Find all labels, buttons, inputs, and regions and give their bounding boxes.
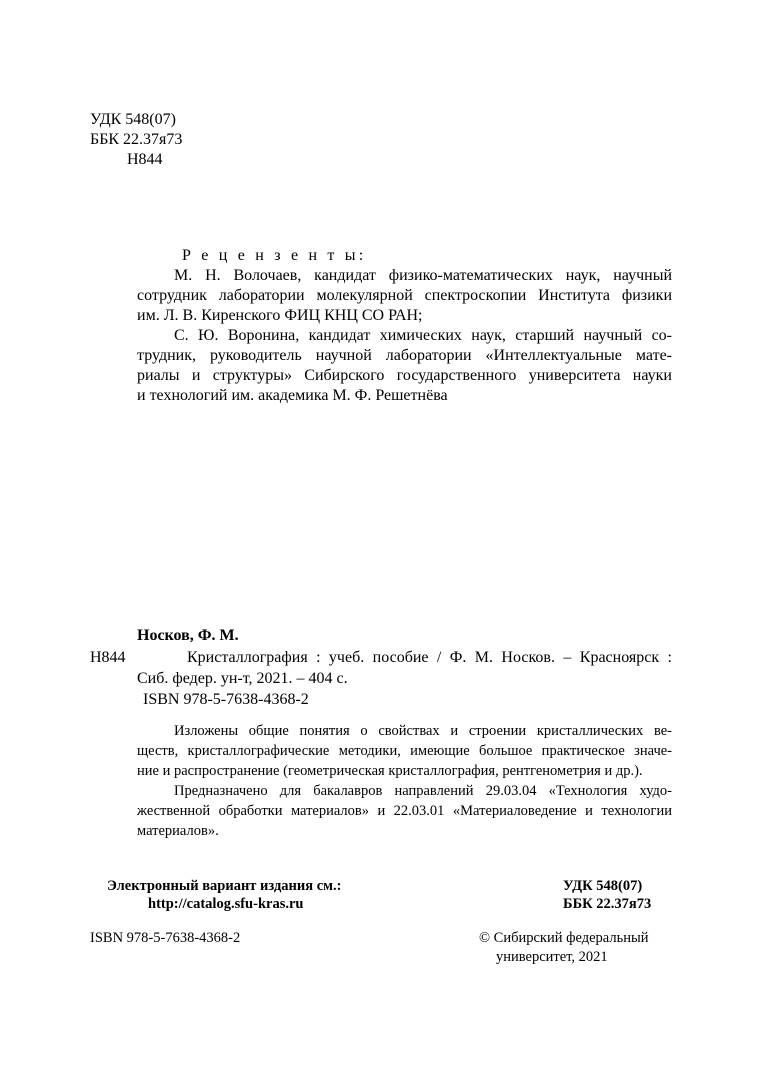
reviewer-line: С. Ю. Воронина, кандидат химических наук, старший научный со- [174, 327, 672, 344]
annotation-line: ние и распространение (геометрическая кристаллография, рентгенометрия и др.). [137, 763, 643, 779]
copyright-line: университет, 2021 [496, 949, 608, 965]
footer-udk: УДК 548(07) [563, 878, 643, 894]
author-mark: Н844 [127, 151, 163, 168]
reviewer-line: трудник, руководитель научной лаборатории «Интеллектуальные мате- [137, 347, 672, 364]
reviewer-line: сотрудник лаборатории молекулярной спектроскопии Института физики [137, 287, 672, 304]
udk-code: УДК 548(07) [90, 111, 176, 128]
electronic-version-label: Электронный вариант издания см.: [107, 878, 342, 894]
annotation-line: Изложены общие понятия о свойствах и строении кристаллических ве- [174, 723, 672, 739]
reviewers-heading: Р е ц е н з е н т ы: [182, 247, 367, 264]
card-publisher-line: Сиб. федер. ун-т, 2021. – 404 с. [137, 670, 348, 687]
reviewer-line: М. Н. Волочаев, кандидат физико-математических наук, научный [174, 267, 672, 284]
card-isbn: ISBN 978-5-7638-4368-2 [143, 691, 309, 708]
annotation-line: жественной обработки материалов» и 22.03.01 «Материаловедение и технологии [137, 803, 672, 819]
copyright-line: © Сибирский федеральный [479, 930, 649, 946]
card-title-line: Кристаллография : учеб. пособие / Ф. М. Носков. – Красноярск : [187, 649, 672, 666]
annotation-line: ществ, кристаллографические методики, имеющие большое практическое значе- [137, 743, 672, 759]
bbk-code: ББК 22.37я73 [90, 131, 183, 148]
reviewer-line: им. Л. В. Киренского ФИЦ КНЦ СО РАН; [137, 307, 423, 324]
electronic-version-url[interactable]: http://catalog.sfu-kras.ru [148, 896, 304, 912]
card-author: Носков, Ф. М. [137, 627, 239, 644]
reviewer-line: риалы и структуры» Сибирского государственного университета науки [137, 367, 672, 384]
reviewer-line: и технологий им. академика М. Ф. Решетнёва [137, 387, 448, 404]
annotation-line: материалов». [137, 823, 219, 839]
footer-bbk: ББК 22.37я73 [563, 896, 652, 912]
footer-isbn: ISBN 978-5-7638-4368-2 [90, 930, 241, 946]
annotation-line: Предназначено для бакалавров направлений 29.03.04 «Технология худо- [174, 783, 672, 799]
card-author-mark: Н844 [90, 649, 126, 666]
